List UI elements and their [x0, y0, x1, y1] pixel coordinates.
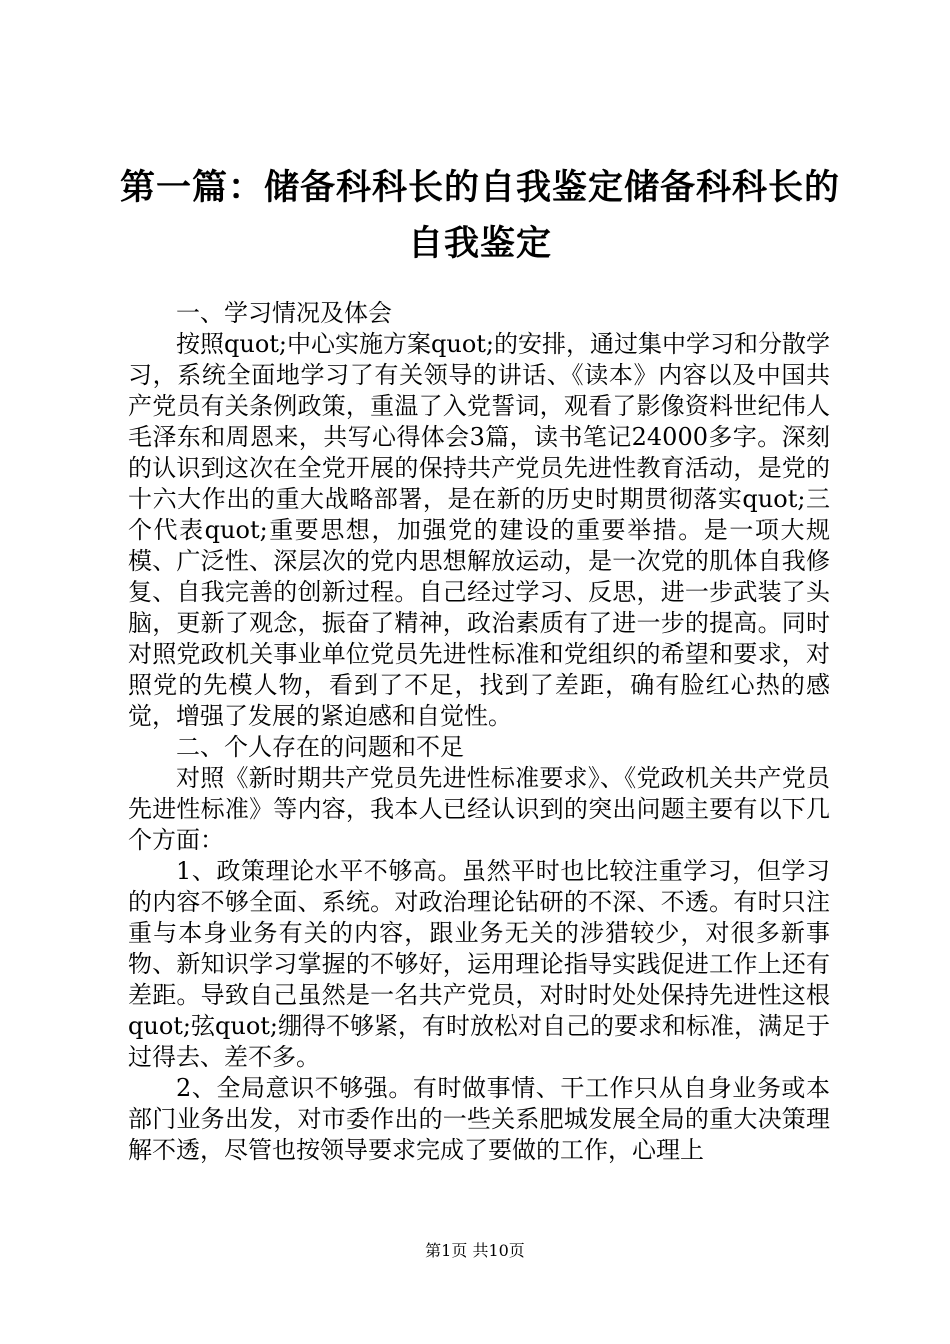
paragraph-problem-2: 2、全局意识不够强。有时做事情、干工作只从自身业务或本部门业务出发，对市委作出的一些关系肥城发展全局的重大决策理解不透，尽管也按领导要求完成了要做的工作，心理上	[128, 1074, 830, 1164]
paragraph-study-experience: 按照quot;中心实施方案quot;的安排，通过集中学习和分散学习，系统全面地学习了有关领导的讲话、《读本》内容以及中国共产党员有关条例政策，重温了入党誓词，观看了影像资料世纪伟人毛泽东和周恩来，共写心得体会3篇，读书笔记24000多字。深刻的认识到这次在全党开展的保持共产党员先进性教育活动，是党的十六大作出的重大战略部署，是在新的历史时期贯彻落实quot;三个代表quot;重要思想，加强党的建设的重要举措。是一项大规模、广泛性、深层次的党内思想解放运动，是一次党的肌体自我修复、自我完善的创新过程。自己经过学习、反思，进一步武装了头脑，更新了观念，振奋了精神，政治素质有了进一步的提高。同时对照党政机关事业单位党员先进性标准和党组织的希望和要求，对照党的先模人物，看到了不足，找到了差距，确有脸红心热的感觉，增强了发展的紧迫感和自觉性。	[128, 330, 830, 730]
paragraph-problems-intro: 对照《新时期共产党员先进性标准要求》、《党政机关共产党员先进性标准》等内容，我本人已经认识到的突出问题主要有以下几个方面：	[128, 764, 830, 854]
paragraph-problem-1: 1、政策理论水平不够高。虽然平时也比较注重学习，但学习的内容不够全面、系统。对政治理论钻研的不深、不透。有时只注重与本身业务有关的内容，跟业务无关的涉猎较少，对很多新事物、新知识学习掌握的不够好，运用理论指导实践促进工作上还有差距。导致自己虽然是一名共产党员，对时时处处保持先进性这根quot;弦quot;绷得不够紧，有时放松对自己的要求和标准，满足于过得去、差不多。	[128, 857, 830, 1071]
page-number-footer: 第1页 共10页	[425, 1241, 525, 1260]
document-body	[128, 298, 830, 1166]
section-heading-problems: 二、个人存在的问题和不足	[176, 733, 464, 761]
document-title: 第一篇：储备科科长的自我鉴定储备科科长的自我鉴定	[120, 168, 841, 264]
section-heading-study: 一、学习情况及体会	[176, 299, 392, 327]
